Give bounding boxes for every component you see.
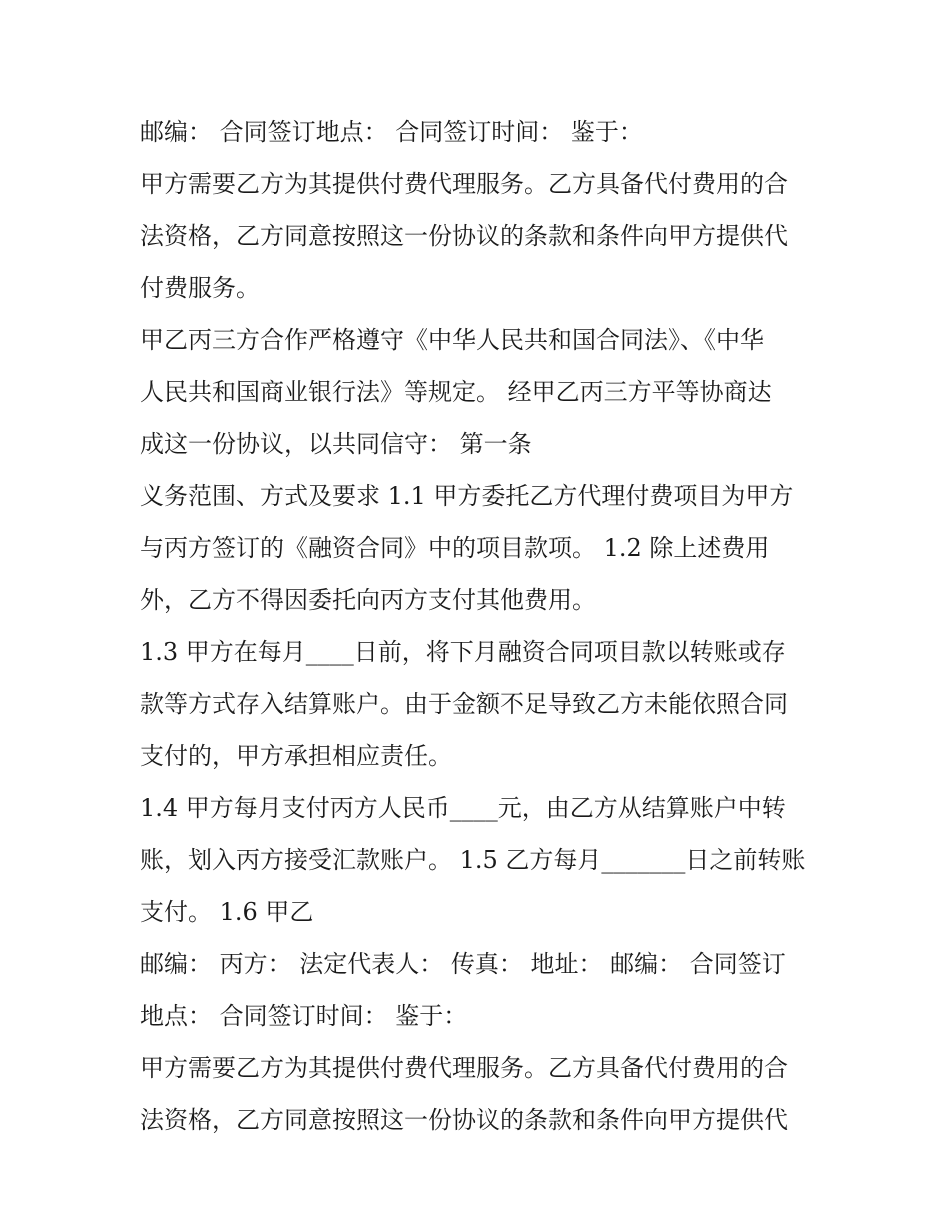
text-line: 甲乙丙三方合作严格遵守《中华人民共和国合同法》、《中华 (140, 326, 764, 354)
text-line: 甲方需要乙方为其提供付费代理服务。乙方具备代付费用的合 (140, 1054, 788, 1082)
text-line: 义务范围、方式及要求 1.1 甲方委托乙方代理付费项目为甲方 (140, 482, 794, 510)
text-line: 邮编： 合同签订地点： 合同签订时间： 鉴于： (140, 118, 643, 146)
text-line: 成这一份协议，以共同信守： 第一条 (140, 430, 532, 458)
text-line: 邮编： 丙方： 法定代表人： 传真： 地址： 邮编： 合同签订 (140, 950, 786, 978)
document-body (140, 106, 820, 1146)
text-line: 支付。 1.6 甲乙 (140, 898, 314, 926)
text-line: 外，乙方不得因委托向丙方支付其他费用。 (140, 586, 596, 614)
text-line: 支付的，甲方承担相应责任。 (140, 742, 452, 770)
text-line: 法资格，乙方同意按照这一份协议的条款和条件向甲方提供代 (140, 222, 788, 250)
text-line: 1.4 甲方每月支付丙方人民币____元，由乙方从结算账户中转 (140, 794, 786, 822)
text-line: 账，划入丙方接受汇款账户。 1.5 乙方每月_______日之前转账 (140, 846, 806, 874)
text-line: 法资格，乙方同意按照这一份协议的条款和条件向甲方提供代 (140, 1106, 788, 1134)
text-line: 地点： 合同签订时间： 鉴于： (140, 1002, 468, 1030)
text-line: 人民共和国商业银行法》等规定。 经甲乙丙三方平等协商达 (140, 378, 772, 406)
text-line: 与丙方签订的《融资合同》中的项目款项。 1.2 除上述费用 (140, 534, 770, 562)
text-line: 付费服务。 (140, 274, 260, 302)
text-line: 款等方式存入结算账户。由于金额不足导致乙方未能依照合同 (140, 690, 788, 718)
text-line: 1.3 甲方在每月____日前，将下月融资合同项目款以转账或存 (140, 638, 786, 666)
text-line: 甲方需要乙方为其提供付费代理服务。乙方具备代付费用的合 (140, 170, 788, 198)
